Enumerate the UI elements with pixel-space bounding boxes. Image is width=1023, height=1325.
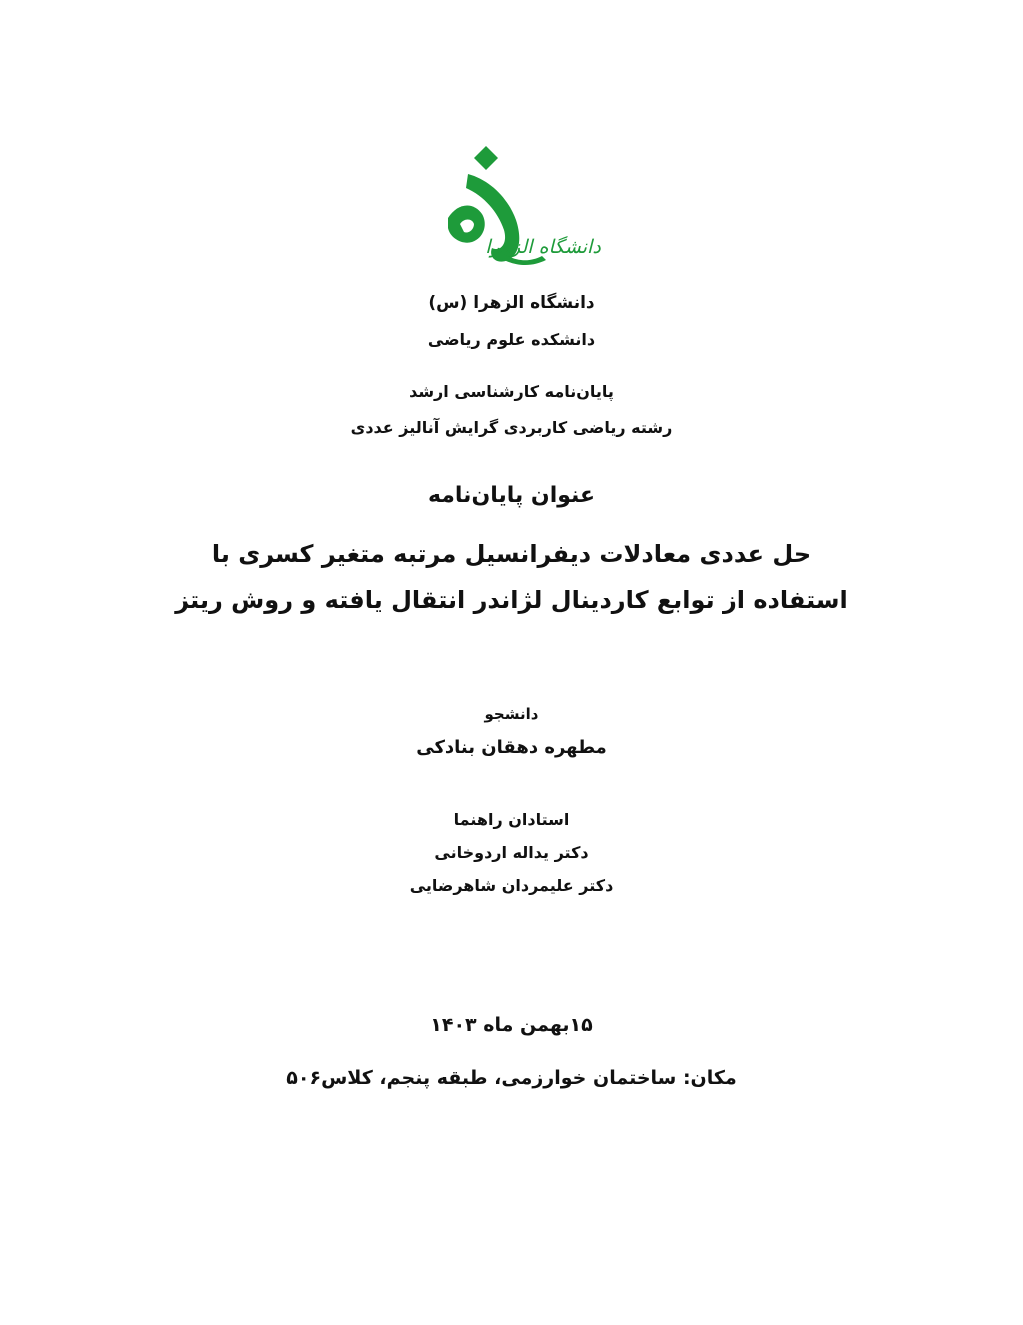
advisors-label: استادان راهنما [453,810,570,829]
student-label: دانشجو [484,705,539,723]
student-name: مطهره دهقان بنادکی [416,737,607,758]
defense-date: ۱۵بهمن ماه ۱۴۰۳ [430,1014,593,1036]
defense-location: مکان: ساختمان خوارزمی، طبقه پنجم، کلاس۵۰۶ [286,1067,737,1089]
logo-script-text: دانشگاه الزهرا [485,236,601,258]
university-logo-mark [438,140,608,285]
degree-field: رشته ریاضی کاربردی گرایش آنالیز عددی [350,418,673,437]
advisor-name-1: دکتر یداله اردوخانی [434,843,589,862]
advisor-name-2: دکتر علیمردان شاهرضایی [409,876,614,895]
faculty-name: دانشکده علوم ریاضی [427,330,596,349]
university-logo [438,140,608,285]
thesis-title-line-2: استفاده از توابع کاردینال لژاندر انتقال یافته و روش ریتز [175,586,848,614]
university-name: دانشگاه الزهرا (س) [428,293,595,313]
degree-type: پایان‌نامه کارشناسی ارشد [409,382,614,401]
thesis-heading: عنوان پایان‌نامه [427,483,596,508]
thesis-title-line-1: حل عددی معادلات دیفرانسیل مرتبه متغیر کسری با [211,540,812,568]
